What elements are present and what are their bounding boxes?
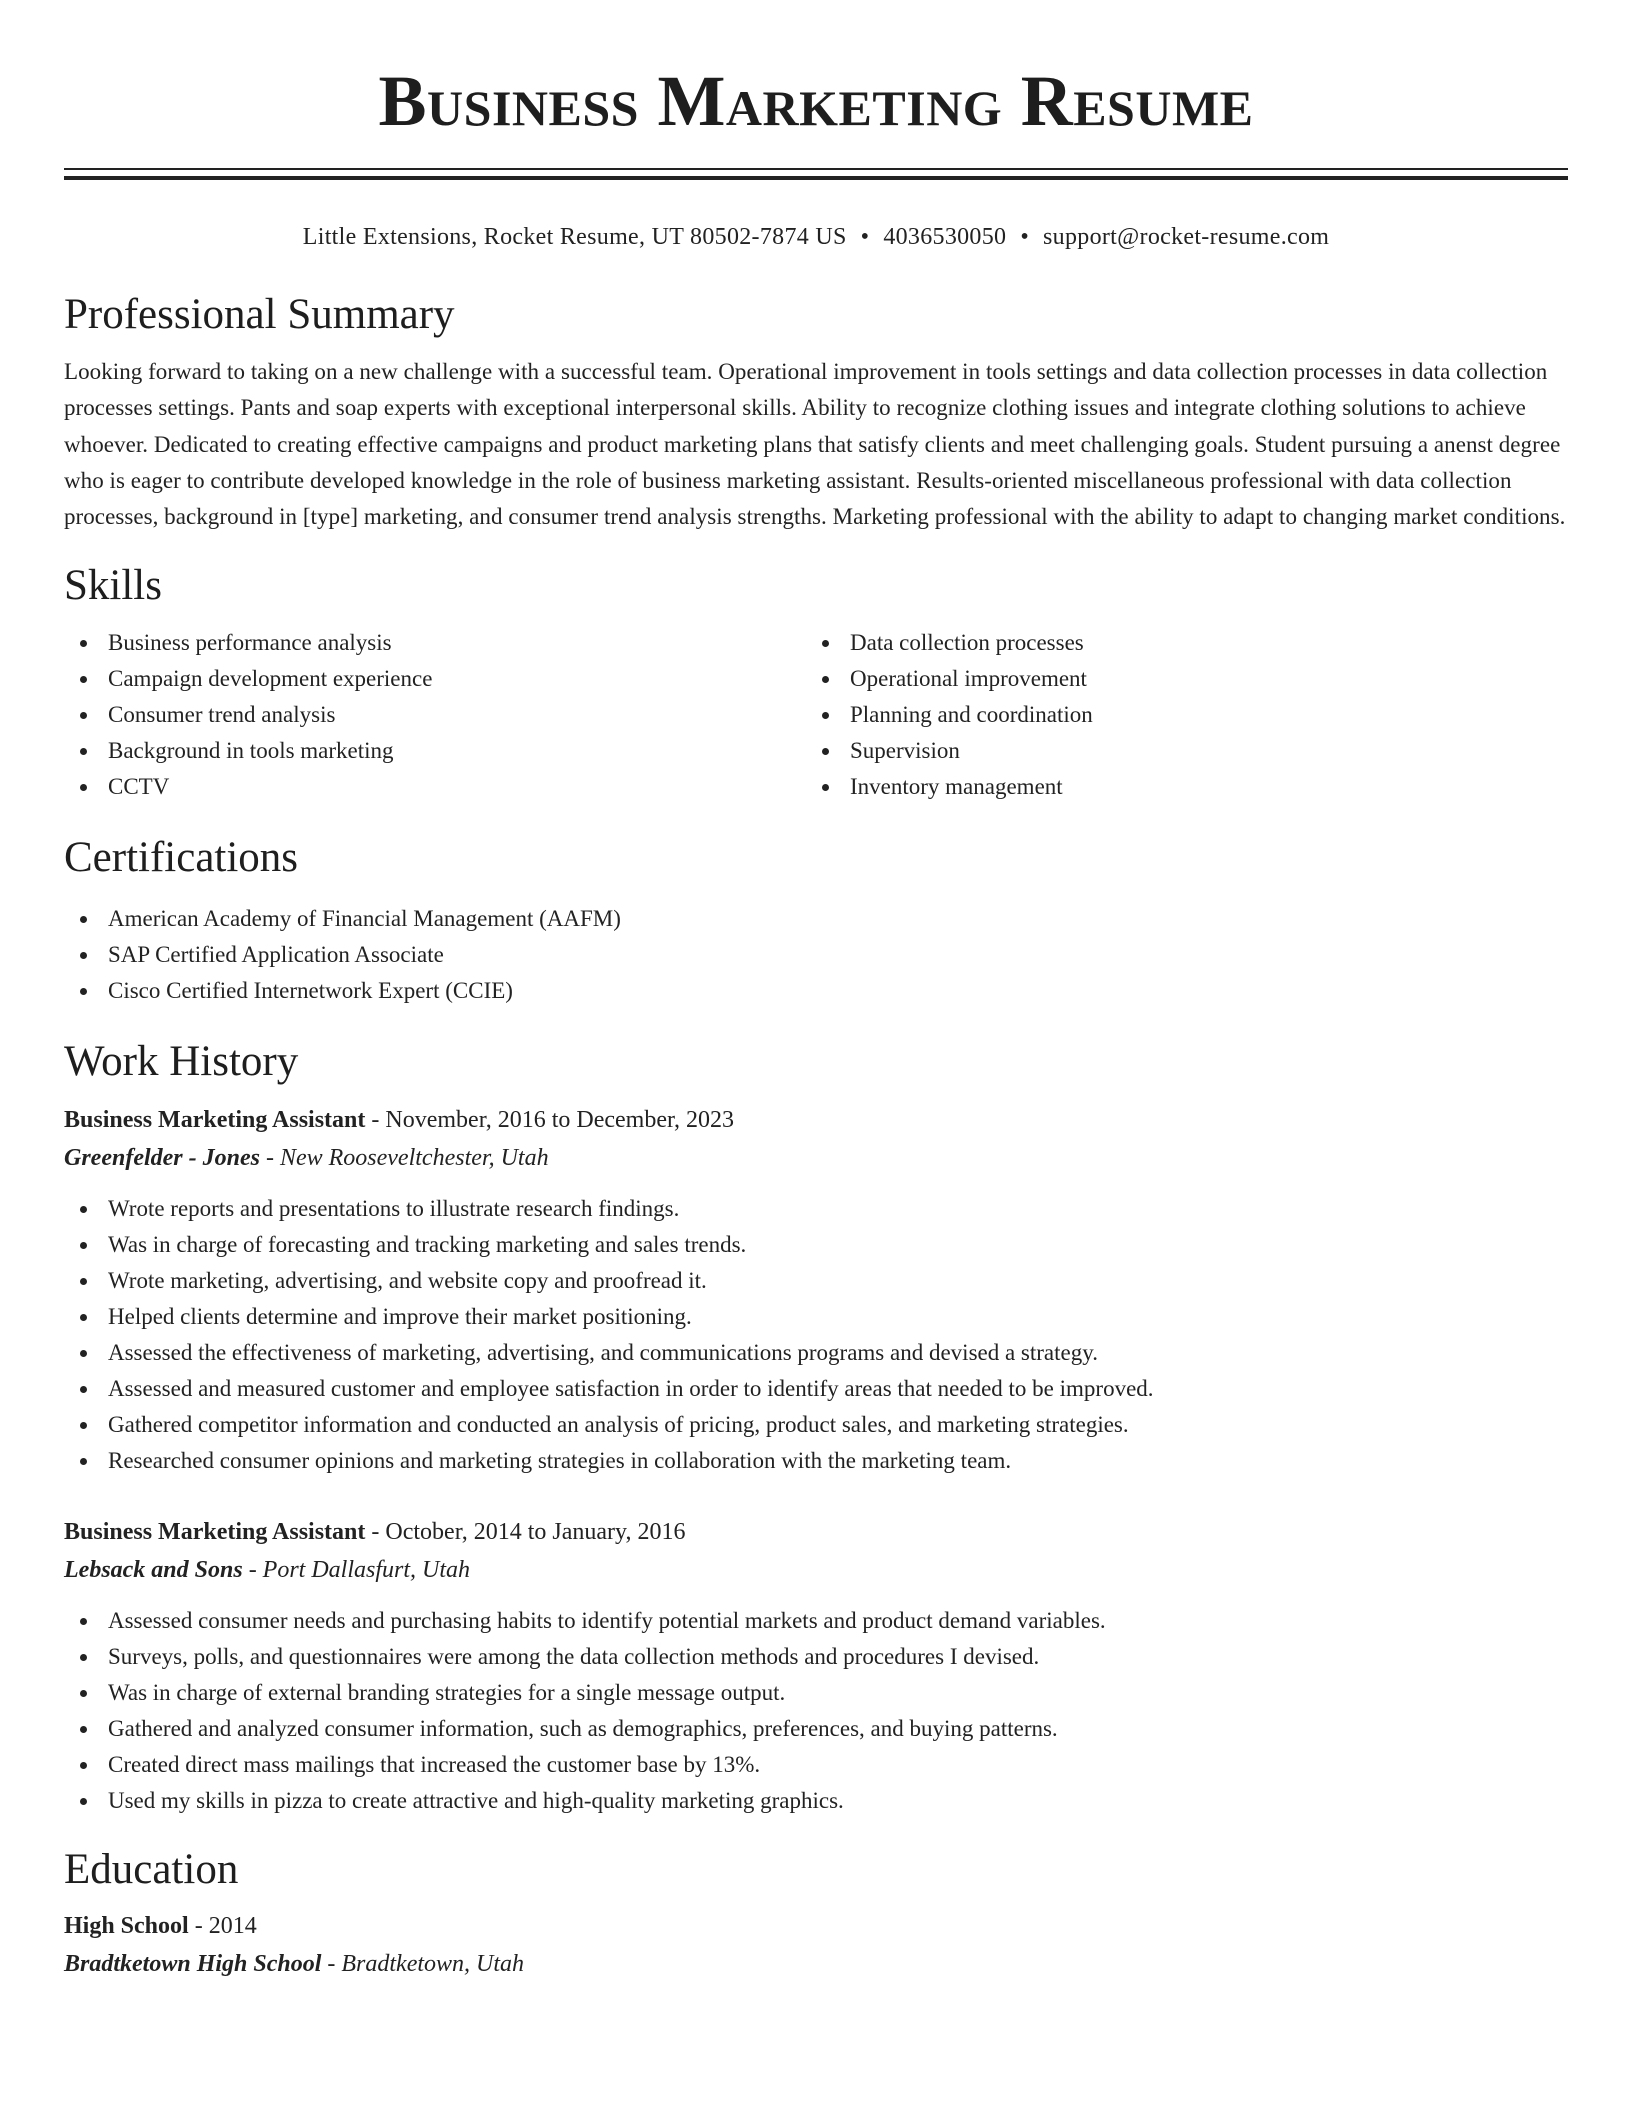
skill-item: Business performance analysis: [64, 625, 806, 661]
education-degree: High School: [64, 1913, 189, 1940]
job-company: Greenfelder - Jones: [64, 1145, 260, 1172]
job-title: Business Marketing Assistant: [64, 1107, 366, 1134]
contact-line: [64, 222, 1568, 252]
job-bullet: Assessed and measured customer and employee satisfaction in order to identify areas that needed to be improved.: [64, 1371, 1568, 1407]
skill-item: Campaign development experience: [64, 661, 806, 697]
contact-phone: 4036530050: [883, 224, 1007, 250]
title-divider: [64, 168, 1568, 180]
job-entry: [64, 1101, 1568, 1479]
skill-item: CCTV: [64, 769, 806, 805]
job-bullet: Researched consumer opinions and marketing strategies in collaboration with the marketing team.: [64, 1443, 1568, 1479]
job-bullet: Used my skills in pizza to create attractive and high-quality marketing graphics.: [64, 1783, 1568, 1819]
job-title: Business Marketing Assistant: [64, 1519, 366, 1546]
job-bullet: Created direct mass mailings that increased the customer base by 13%.: [64, 1747, 1568, 1783]
job-dates: - October, 2014 to January, 2016: [365, 1519, 686, 1546]
job-bullet: Gathered and analyzed consumer information, such as demographics, preferences, and buying patterns.: [64, 1711, 1568, 1747]
skills-column-left: [64, 625, 806, 805]
skills-column-right: [806, 625, 1548, 805]
job-company-line: [64, 1139, 1568, 1177]
skill-item: Operational improvement: [806, 661, 1548, 697]
certification-item: SAP Certified Application Associate: [64, 937, 1568, 973]
education-location: - Bradtketown, Utah: [321, 1951, 525, 1978]
job-bullet: Wrote marketing, advertising, and website copy and proofread it.: [64, 1263, 1568, 1299]
summary-text: Looking forward to taking on a new challenge with a successful team. Operational improvement in tools settings and data collection processes in data collection processes settings. Pants and soap experts with exceptional interpersonal skills. Ability to recognize clothing issues and integrate clothing solutions to achieve whoever. Dedicated to creating effective campaigns and product marketing plans that satisfy clients and meet challenging goals. Student pursuing a anenst degree who is eager to contribute developed knowledge in the role of business marketing assistant. Results-oriented miscellaneous professional with data collection processes, background in [type] marketing, and consumer trend analysis strengths. Marketing professional with the ability to adapt to changing market conditions.: [64, 359, 1566, 530]
skill-item: Data collection processes: [806, 625, 1548, 661]
job-location: - Port Dallasfurt, Utah: [242, 1557, 471, 1584]
job-bullet: Gathered competitor information and conducted an analysis of pricing, product sales, and marketing strategies.: [64, 1407, 1568, 1443]
summary-heading: Professional Summary: [64, 291, 455, 338]
job-bullet: Helped clients determine and improve their market positioning.: [64, 1299, 1568, 1335]
skill-item: Planning and coordination: [806, 697, 1548, 733]
certifications-list: [64, 901, 1568, 1009]
job-title-line: [64, 1513, 1568, 1551]
job-dates: - November, 2016 to December, 2023: [365, 1107, 735, 1134]
education-heading: Education: [64, 1846, 239, 1894]
job-bullet: Wrote reports and presentations to illustrate research findings.: [64, 1191, 1568, 1227]
skills-list: [64, 625, 1568, 805]
contact-separator: •: [1020, 224, 1030, 250]
contact-separator: •: [860, 224, 870, 250]
education-year: - 2014: [188, 1913, 257, 1940]
job-bullet: Assessed the effectiveness of marketing, advertising, and communications programs and devised a strategy.: [64, 1335, 1568, 1371]
skill-item: Consumer trend analysis: [64, 697, 806, 733]
job-bullets: [64, 1191, 1568, 1479]
job-entry: [64, 1513, 1568, 1819]
skills-heading: Skills: [64, 562, 162, 610]
education-school-line: [64, 1945, 1568, 1983]
skill-item: Supervision: [806, 733, 1548, 769]
job-title-line: [64, 1101, 1568, 1139]
job-bullet: Assessed consumer needs and purchasing habits to identify potential markets and product demand variables.: [64, 1603, 1568, 1639]
certifications-heading: Certifications: [64, 834, 299, 882]
certification-item: American Academy of Financial Management (AAFM): [64, 901, 1568, 937]
education-school: Bradtketown High School: [64, 1951, 322, 1978]
job-bullet: Surveys, polls, and questionnaires were among the data collection methods and procedures I devised.: [64, 1639, 1568, 1675]
job-company: Lebsack and Sons: [64, 1557, 243, 1584]
skill-item: Background in tools marketing: [64, 733, 806, 769]
resume-page: [64, 0, 1568, 1983]
job-location: - New Rooseveltchester, Utah: [259, 1145, 549, 1172]
education-entry: [64, 1907, 1568, 1983]
work-history-heading: Work History: [64, 1038, 299, 1086]
certification-item: Cisco Certified Internetwork Expert (CCIE): [64, 973, 1568, 1009]
job-company-line: [64, 1551, 1568, 1589]
contact-email: support@rocket-resume.com: [1043, 224, 1330, 250]
skill-item: Inventory management: [806, 769, 1548, 805]
contact-address: Little Extensions, Rocket Resume, UT 80502-7874 US: [302, 224, 847, 250]
job-bullet: Was in charge of forecasting and tracking marketing and sales trends.: [64, 1227, 1568, 1263]
job-bullet: Was in charge of external branding strategies for a single message output.: [64, 1675, 1568, 1711]
resume-title: Business Marketing Resume: [378, 61, 1254, 141]
education-degree-line: [64, 1907, 1568, 1945]
job-bullets: [64, 1603, 1568, 1819]
